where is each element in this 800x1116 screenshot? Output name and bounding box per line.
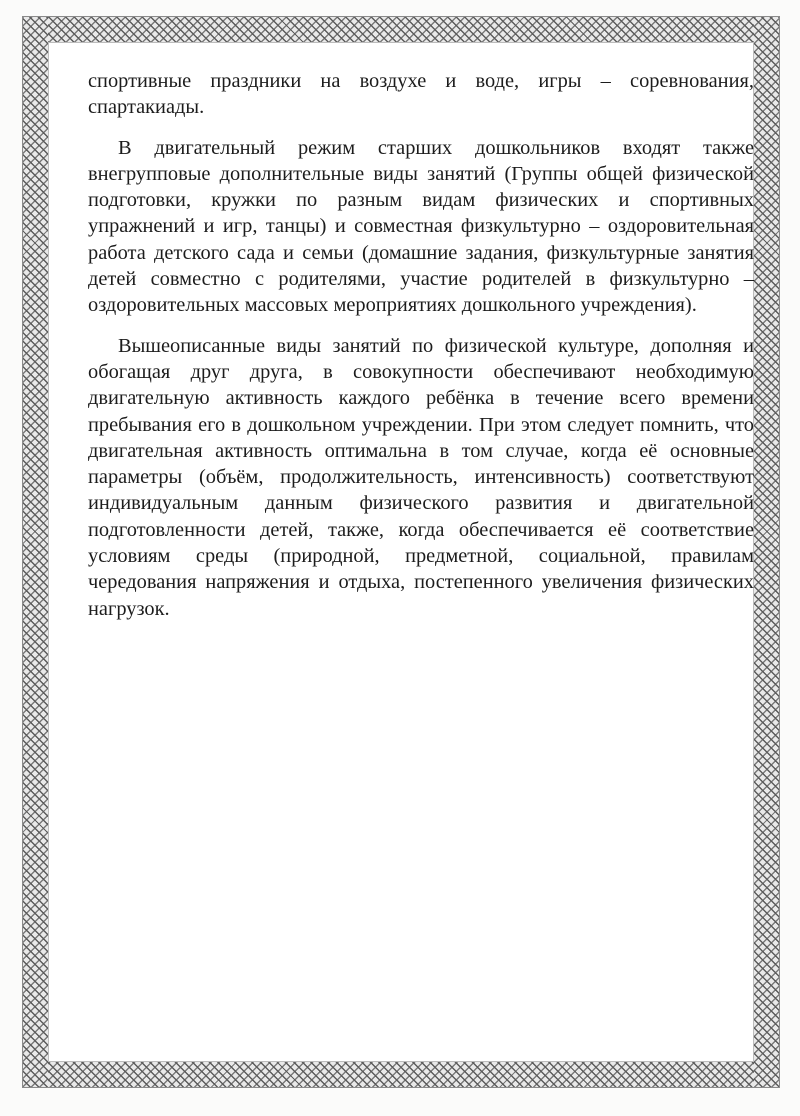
decorative-border-bottom (22, 1062, 780, 1088)
paragraph-continuation: спортивные праздники на воздухе и воде, игры – соревнования, спартакиады. (88, 70, 754, 119)
document-body (88, 68, 754, 636)
decorative-border-left (22, 16, 48, 1088)
decorative-border-right (754, 16, 780, 1088)
decorative-border-top (22, 16, 780, 42)
paragraph-motor-regime: В двигательный режим старших дошкольников входят также внегрупповые дополнительные виды занятий (Группы общей физической подготовки, кружки по разным видам физических и спортивных упражнений и игр, танцы) и совместная физкультурно – оздоровительная работа детского сада и семьи (домашние задания, физкультурные занятия детей совместно с родителями, участие родителей в физкультурно – оздоровительных массовых мероприятиях дошкольного учреждения). (88, 136, 754, 317)
paragraph-activity-summary: Вышеописанные виды занятий по физической культуре, дополняя и обогащая друг друга, в совокупности обеспечивают необходимую двигательную активность каждого ребёнка в течение всего времени пребывания его в дошкольном учреждении. При этом следует помнить, что двигательная активность оптимальна в том случае, когда её основные параметры (объём, продолжительность, интенсивность) соответствуют индивидуальным данным физического развития и двигательной подготовленности детей, также, когда обеспечивается её соответствие условиям среды (природной, предметной, социальной, правилам чередования напряжения и отдыха, постепенного увеличения физических нагрузок. (88, 334, 754, 620)
